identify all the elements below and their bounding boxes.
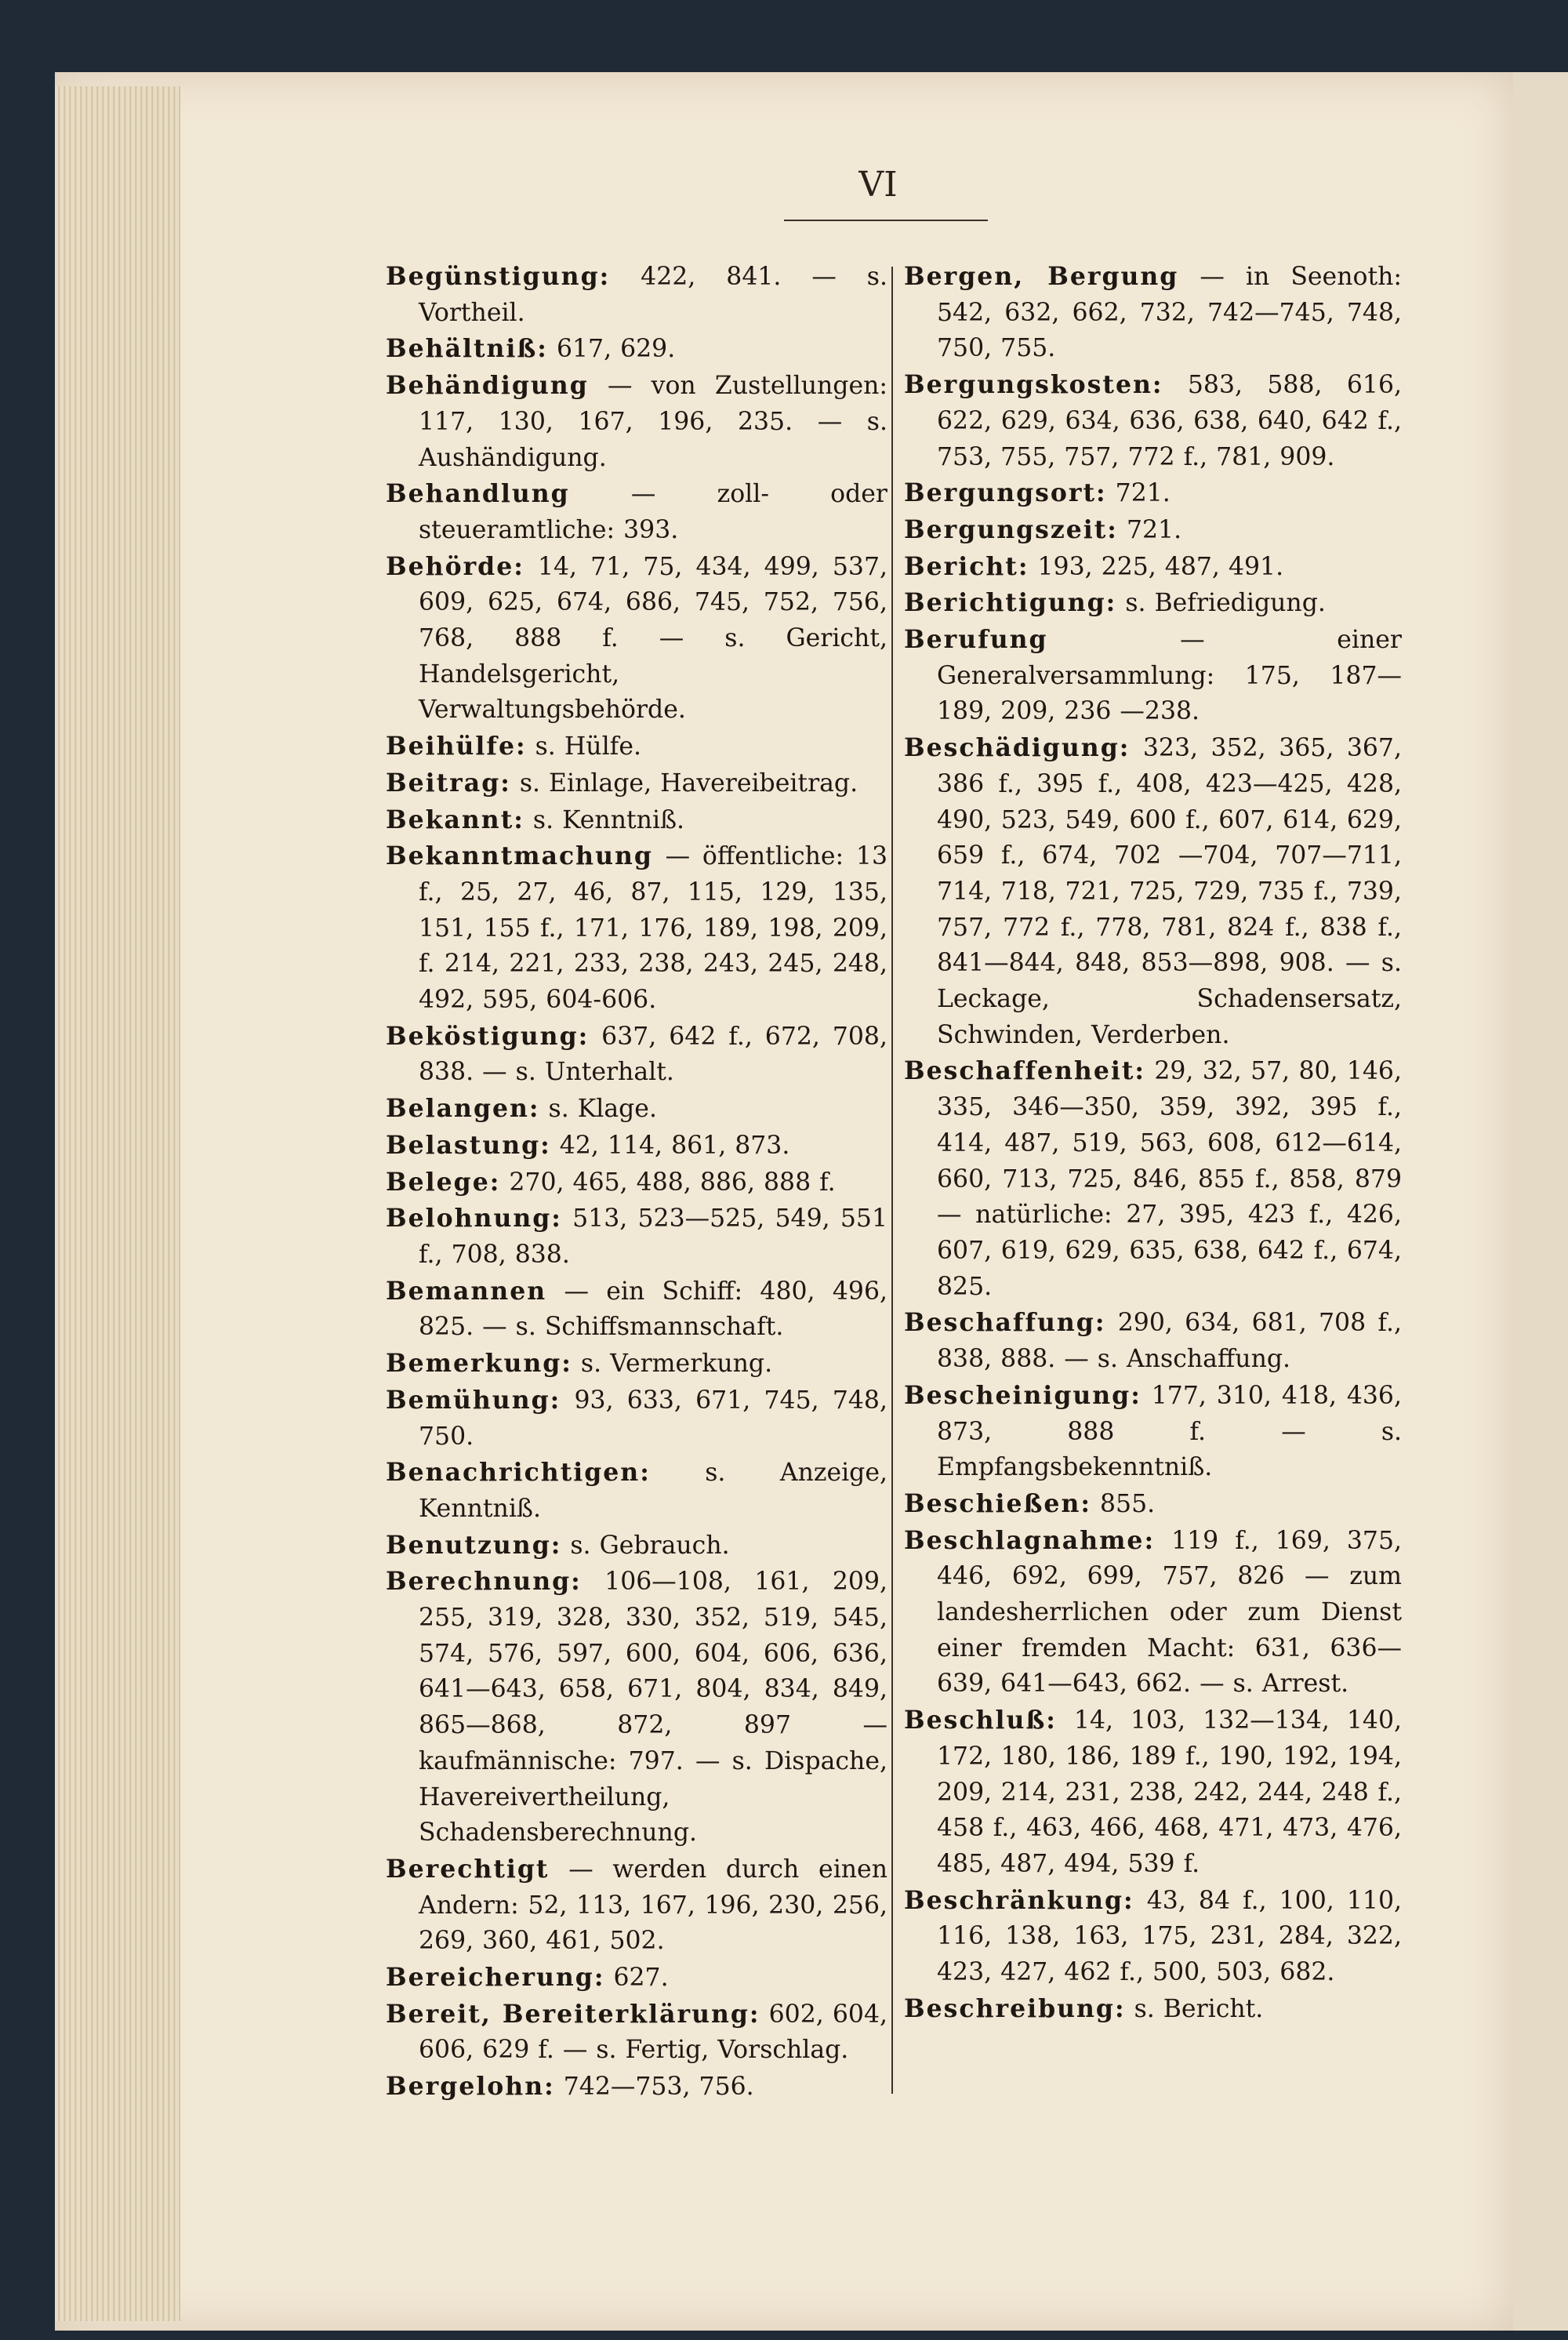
index-entry-refs: — in Seenoth: 542, 632, 662, 732, 742—745, 748, 750, 755. xyxy=(937,263,1403,363)
index-entry-head: Bergungszeit: xyxy=(904,514,1118,544)
index-entry-head: Behändigung xyxy=(386,371,589,401)
index-entry-refs: 742—753, 756. xyxy=(554,2073,754,2102)
index-entry-head: Behandlung xyxy=(386,479,570,509)
index-entry-refs: 119 f., 169, 375, 446, 692, 699, 757, 826 — zum landesherrlichen oder zum Dienst einer fremden Macht: 631, 636—639, 641—643, 662. — s. Arrest. xyxy=(937,1526,1402,1699)
index-entry-head: Bereicherung: xyxy=(386,1963,605,1993)
index-entry xyxy=(904,259,1402,367)
index-entry-refs: s. Befriedigung. xyxy=(1116,589,1326,618)
index-entry xyxy=(904,1702,1402,1883)
index-entry-head: Beschluß: xyxy=(904,1706,1057,1735)
index-entry xyxy=(386,838,887,1019)
index-entry-head: Beschädigung: xyxy=(904,733,1131,763)
index-entry-head: Bescheinigung: xyxy=(904,1380,1142,1410)
index-entry-refs: 602, 604, 606, 629 f. — s. Fertig, Vorschlag. xyxy=(419,2000,887,2065)
index-entry xyxy=(386,765,887,802)
index-entry xyxy=(386,1165,887,1201)
index-entry-refs: 617, 629. xyxy=(547,335,676,364)
index-entry-head: Bemerkung: xyxy=(386,1349,572,1379)
index-entry-refs: 323, 352, 365, 367, 386 f., 395 f., 408, 423—425, 428, 490, 523, 549, 600 f., 607, 614, 629, 659 f., 674, 702 —704, 707—711, 714, 718, 721, 725, 729, 735 f., 739, 757, 772 f., 778, 781, 824 f., 838 f., 841—844, 848, 853—898, 908. — s. Leckage, Schadensersatz, Schwinden, Verderben. xyxy=(937,734,1402,1049)
index-entry-refs: s. Bericht. xyxy=(1125,1994,1264,2023)
index-entry-head: Bemannen xyxy=(386,1276,547,1306)
index-entry xyxy=(386,1274,887,1346)
index-entry xyxy=(386,259,887,331)
index-entry-refs: s. Anzeige, Kenntniß. xyxy=(419,1459,887,1523)
index-entry xyxy=(904,622,1402,730)
header-rule xyxy=(784,220,988,221)
index-entry xyxy=(904,730,1402,1053)
index-entry-refs: 14, 71, 75, 434, 499, 537, 609, 625, 674, 686, 745, 752, 756, 768, 888 f. — s. Gericht, Handelsgericht, Verwaltungsbehörde. xyxy=(419,552,887,725)
index-entry-refs: 721. xyxy=(1106,479,1171,508)
page-edges xyxy=(55,86,180,2321)
index-entry xyxy=(386,1564,887,1851)
facing-page-edge xyxy=(1513,72,1568,2331)
index-entry-head: Beköstigung: xyxy=(386,1021,590,1051)
index-entry xyxy=(386,331,887,368)
index-entry xyxy=(904,367,1402,475)
index-entry-head: Bergungskosten: xyxy=(904,370,1163,400)
index-entry-refs: 14, 103, 132—134, 140, 172, 180, 186, 189 f., 190, 192, 194, 209, 214, 231, 238, 242, 244, 248 f., 458 f., 463, 466, 468, 471, 473, 476, 485, 487, 494, 539 f. xyxy=(937,1706,1402,1878)
index-entry xyxy=(386,1091,887,1128)
index-entry-refs: 42, 114, 861, 873. xyxy=(550,1131,790,1160)
index-entry-refs: 583, 588, 616, 622, 629, 634, 636, 638, 640, 642 f., 753, 755, 757, 772 f., 781, 909. xyxy=(937,371,1402,471)
index-entry xyxy=(904,1523,1402,1703)
index-column-right xyxy=(904,259,1402,2027)
index-entry xyxy=(386,1201,887,1273)
index-entry-head: Beschreibung: xyxy=(904,1993,1126,2023)
index-entry-refs: — ein Schiff: 480, 496, 825. — s. Schiffsmannschaft. xyxy=(419,1277,887,1342)
index-entry-refs: — öffentliche: 13 f., 25, 27, 46, 87, 115, 129, 135, 151, 155 f., 171, 176, 189, 198, 209, f. 214, 221, 233, 238, 243, 245, 248, 492, 595, 604-606. xyxy=(419,842,887,1015)
index-entry-refs: 422, 841. — s. Vortheil. xyxy=(419,263,887,327)
index-entry-refs: 513, 523—525, 549, 551 f., 708, 838. xyxy=(419,1205,887,1269)
index-entry-refs: 106—108, 161, 209, 255, 319, 328, 330, 352, 519, 545, 574, 576, 597, 600, 604, 606, 636, 641—643, 658, 671, 804, 834, 849, 865—868, 872, 897 — kaufmännische: 797. — s. Dispache, Havereivertheilung, Schadensberechnung. xyxy=(419,1568,887,1848)
index-entry xyxy=(386,2069,887,2106)
index-entry xyxy=(904,549,1402,586)
page-number: VI xyxy=(858,165,898,205)
index-entry xyxy=(904,1378,1402,1486)
index-entry-refs: 193, 225, 487, 491. xyxy=(1029,552,1284,581)
index-entry xyxy=(904,1991,1402,2028)
index-entry-head: Bekannt: xyxy=(386,805,524,834)
index-entry xyxy=(386,1383,887,1455)
index-entry xyxy=(386,1455,887,1527)
index-entry-head: Beschlagnahme: xyxy=(904,1525,1156,1555)
index-entry-head: Bemühung: xyxy=(386,1385,561,1415)
index-entry xyxy=(386,1851,887,1960)
index-entry xyxy=(904,1883,1402,1991)
index-entry-head: Bergen, Bergung xyxy=(904,262,1179,291)
index-entry-head: Behörde: xyxy=(386,551,524,581)
index-entry-head: Beitrag: xyxy=(386,768,511,798)
index-entry-refs: 43, 84 f., 100, 110, 116, 138, 163, 175, 231, 284, 322, 423, 427, 462 f., 500, 503, 682. xyxy=(937,1886,1402,1987)
index-entry-refs: — von Zustellungen: 117, 130, 167, 196, 235. — s. Aushändigung. xyxy=(419,372,887,472)
index-entry-head: Beschießen: xyxy=(904,1488,1091,1518)
index-entry-head: Bergungsort: xyxy=(904,478,1107,508)
index-entry-head: Benutzung: xyxy=(386,1530,562,1560)
index-entry-refs: 855. xyxy=(1091,1489,1156,1518)
index-entry xyxy=(386,368,887,476)
index-entry-refs: 290, 634, 681, 708 f., 838, 888. — s. Anschaffung. xyxy=(937,1309,1402,1374)
index-entry-refs: 270, 465, 488, 886, 888 f. xyxy=(500,1168,836,1197)
index-entry-head: Berufung xyxy=(904,625,1048,655)
index-entry-head: Beihülfe: xyxy=(386,732,527,761)
index-entry xyxy=(386,729,887,765)
index-entry-head: Bekanntmachung xyxy=(386,841,653,871)
index-entry xyxy=(386,802,887,839)
index-entry-head: Bergelohn: xyxy=(386,2072,555,2102)
index-entry xyxy=(386,1128,887,1165)
index-entry-head: Berichtigung: xyxy=(904,588,1117,618)
index-entry-refs: 627. xyxy=(604,1964,669,1993)
index-entry-refs: s. Klage. xyxy=(539,1095,657,1124)
index-entry-head: Benachrichtigen: xyxy=(386,1458,651,1488)
index-entry-refs: — werden durch einen Andern: 52, 113, 167, 196, 230, 256, 269, 360, 461, 502. xyxy=(419,1855,887,1956)
index-entry xyxy=(904,512,1402,549)
index-entry-head: Belege: xyxy=(386,1167,501,1197)
index-entry xyxy=(386,549,887,729)
index-entry xyxy=(904,585,1402,622)
index-entry-head: Belastung: xyxy=(386,1130,551,1160)
index-entry xyxy=(904,475,1402,512)
index-entry xyxy=(904,1305,1402,1377)
index-entry-head: Bereit, Bereiterklärung: xyxy=(386,1999,760,2029)
index-entry xyxy=(386,1960,887,1997)
index-entry-head: Beschaffung: xyxy=(904,1308,1106,1338)
index-entry-head: Beschaffenheit: xyxy=(904,1056,1146,1086)
index-entry xyxy=(386,1997,887,2069)
index-entry-refs: — einer Generalversammlung: 175, 187—189, 209, 236 —238. xyxy=(937,626,1402,726)
index-entry xyxy=(386,476,887,548)
index-entry-refs: s. Hülfe. xyxy=(526,732,641,761)
index-entry-head: Bericht: xyxy=(904,551,1029,581)
index-entry-refs: s. Vermerkung. xyxy=(572,1350,773,1379)
index-entry xyxy=(386,1019,887,1091)
index-entry-refs: — zoll- oder steueramtliche: 393. xyxy=(419,480,887,544)
index-entry-refs: 93, 633, 671, 745, 748, 750. xyxy=(419,1386,887,1451)
index-entry-refs: s. Gebrauch. xyxy=(561,1531,730,1560)
index-entry-refs: 29, 32, 57, 80, 146, 335, 346—350, 359, 392, 395 f., 414, 487, 519, 563, 608, 612—614, 660, 713, 725, 846, 855 f., 858, 879 — natürliche: 27, 395, 423 f., 426, 607, 619, 629, 635, 638, 642 f., 674, 825. xyxy=(937,1057,1402,1301)
index-entry xyxy=(386,1528,887,1564)
index-entry-head: Behältniß: xyxy=(386,334,548,364)
index-entry-refs: 177, 310, 418, 436, 873, 888 f. — s. Empfangsbekenntniß. xyxy=(937,1381,1402,1482)
column-divider xyxy=(891,267,893,2094)
index-entry xyxy=(386,1346,887,1383)
index-entry xyxy=(904,1486,1402,1523)
index-entry-head: Belohnung: xyxy=(386,1204,562,1234)
index-entry-head: Belangen: xyxy=(386,1094,540,1124)
index-entry xyxy=(904,1053,1402,1305)
index-column-left xyxy=(386,259,887,2106)
index-entry-head: Beschränkung: xyxy=(904,1885,1134,1915)
index-entry-head: Berechnung: xyxy=(386,1567,582,1597)
index-entry-refs: s. Kenntniß. xyxy=(524,805,685,834)
index-entry-refs: s. Einlage, Havereibeitrag. xyxy=(510,768,858,798)
index-entry-refs: 637, 642 f., 672, 708, 838. — s. Unterhalt. xyxy=(419,1022,887,1087)
index-entry-head: Berechtigt xyxy=(386,1854,550,1884)
index-entry-head: Begünstigung: xyxy=(386,262,611,291)
index-entry-refs: 721. xyxy=(1117,515,1182,544)
